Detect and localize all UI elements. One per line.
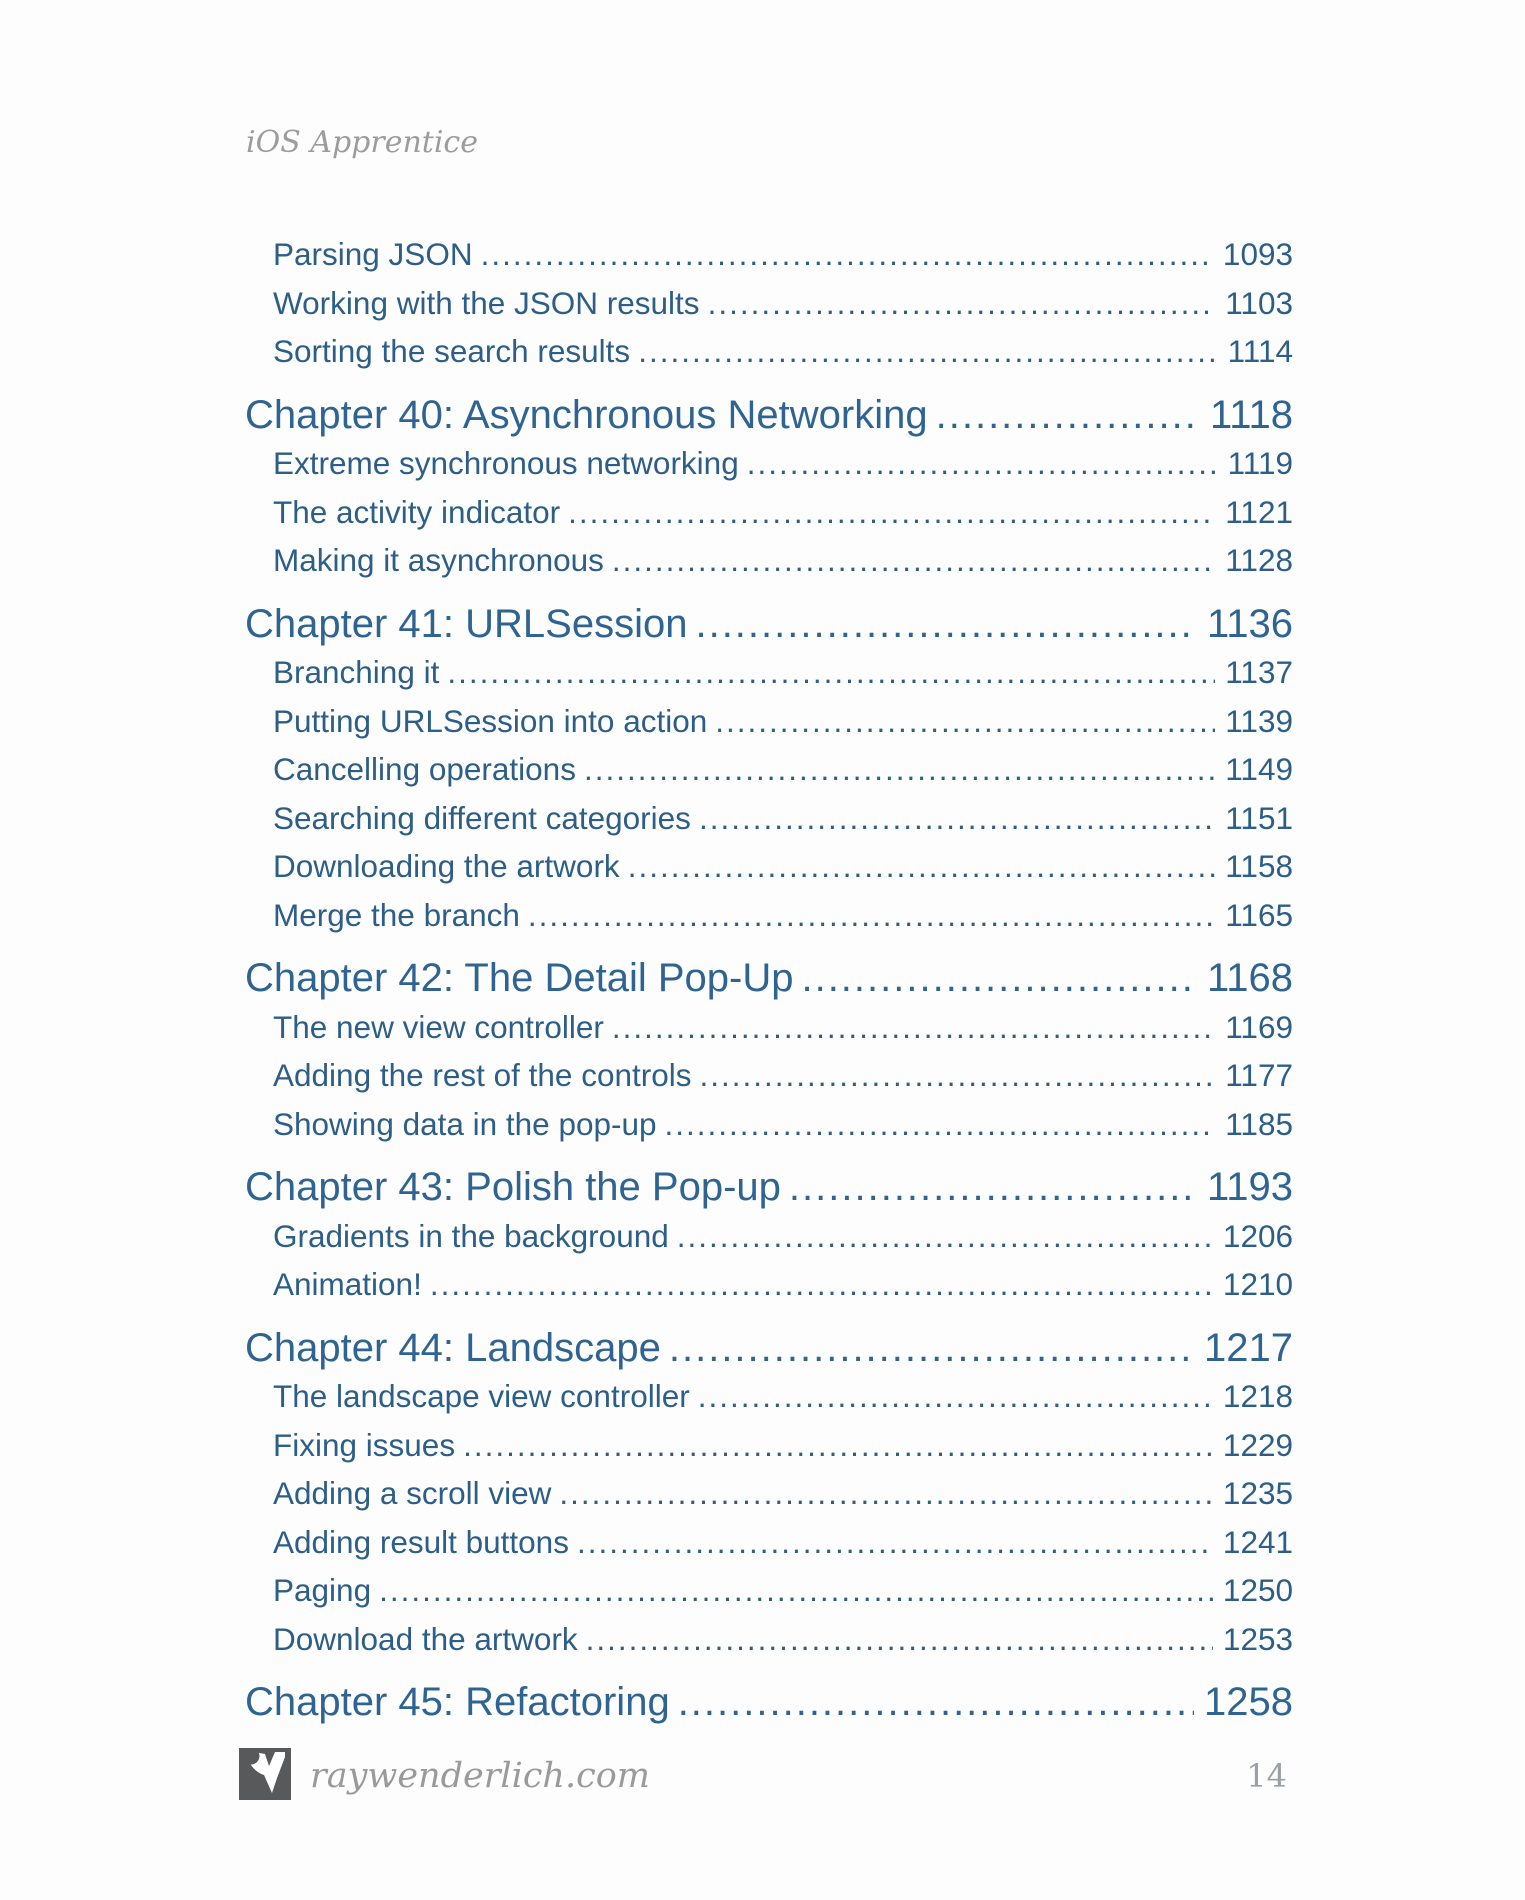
toc-entry-label: Animation! xyxy=(273,1266,422,1302)
dot-leader xyxy=(699,794,1215,843)
toc-entry-page-number: 1250 xyxy=(1222,1572,1293,1608)
book-title-running-header: iOS Apprentice xyxy=(246,125,478,160)
dot-leader xyxy=(612,1003,1215,1052)
toc-section-entry[interactable] xyxy=(245,1212,1293,1261)
dot-leader xyxy=(789,1163,1197,1212)
toc-entry-label: Adding a scroll view xyxy=(273,1475,552,1511)
toc-section-entry[interactable] xyxy=(245,1421,1293,1470)
dot-leader xyxy=(708,279,1216,328)
toc-entry-page-number: 1218 xyxy=(1222,1378,1293,1414)
toc-entry-page-number: 1139 xyxy=(1225,702,1293,739)
toc-entry-label: Downloading the artwork xyxy=(273,848,620,884)
toc-entry-label: Extreme synchronous networking xyxy=(273,445,739,481)
dot-leader xyxy=(528,891,1215,940)
toc-section-entry[interactable] xyxy=(245,648,1293,697)
toc-entry-page-number: 1093 xyxy=(1222,236,1293,272)
toc-section-entry[interactable] xyxy=(245,1003,1293,1052)
toc-entry-label: Chapter 44: Landscape xyxy=(245,1325,661,1370)
toc-section-entry[interactable] xyxy=(245,327,1293,376)
toc-entry-page-number: 1235 xyxy=(1222,1475,1293,1511)
toc-entry-label: Paging xyxy=(273,1572,372,1608)
toc-entry-label: Parsing JSON xyxy=(273,236,473,272)
toc-section-entry[interactable] xyxy=(245,536,1293,585)
dot-leader xyxy=(586,1615,1213,1664)
toc-entry-label: Fixing issues xyxy=(273,1426,456,1463)
toc-entry-label: Chapter 45: Refactoring xyxy=(245,1680,670,1724)
toc-section-entry[interactable] xyxy=(245,842,1293,891)
toc-entry-page-number: 1119 xyxy=(1227,445,1293,481)
toc-section-entry[interactable] xyxy=(245,230,1293,279)
toc-entry-page-number: 1241 xyxy=(1222,1523,1293,1560)
toc-entry-label: Adding result buttons xyxy=(273,1523,569,1560)
toc-section-entry[interactable] xyxy=(245,1100,1293,1149)
dot-leader xyxy=(665,1100,1216,1149)
toc-chapter-entry[interactable] xyxy=(245,1678,1293,1727)
footer-site-link[interactable]: raywenderlich.com xyxy=(310,1756,650,1796)
toc-entry-label: The new view controller xyxy=(273,1008,604,1045)
toc-chapter-entry[interactable] xyxy=(245,954,1293,1003)
dot-leader xyxy=(568,488,1215,537)
dot-leader xyxy=(481,230,1213,279)
toc-section-entry[interactable] xyxy=(245,1051,1293,1100)
toc-entry-label: Working with the JSON results xyxy=(273,284,700,321)
toc-entry-page-number: 1149 xyxy=(1225,751,1293,787)
toc-entry-page-number: 1158 xyxy=(1225,848,1293,884)
toc-section-entry[interactable] xyxy=(245,697,1293,746)
dot-leader xyxy=(612,536,1215,585)
dot-leader xyxy=(715,697,1215,746)
toc-section-entry[interactable] xyxy=(245,439,1293,488)
toc-entry-page-number: 1229 xyxy=(1222,1426,1293,1463)
toc-section-entry[interactable] xyxy=(245,794,1293,843)
toc-chapter-entry[interactable] xyxy=(245,391,1293,440)
toc-section-entry[interactable] xyxy=(245,1518,1293,1567)
toc-section-entry[interactable] xyxy=(245,1615,1293,1664)
toc-entry-label: Putting URLSession into action xyxy=(273,702,708,739)
toc-section-entry[interactable] xyxy=(245,488,1293,537)
toc-entry-label: Download the artwork xyxy=(273,1620,578,1657)
dot-leader xyxy=(577,1518,1213,1567)
page-number: 14 xyxy=(1246,1757,1287,1795)
toc-entry-label: Adding the rest of the controls xyxy=(273,1057,692,1093)
dot-leader xyxy=(584,745,1215,794)
dot-leader xyxy=(747,439,1218,488)
toc-section-entry[interactable] xyxy=(245,891,1293,940)
dot-leader xyxy=(447,648,1215,697)
dot-leader xyxy=(430,1260,1213,1309)
toc-entry-label: Branching it xyxy=(273,654,440,690)
toc-section-entry[interactable] xyxy=(245,1372,1293,1421)
dot-leader xyxy=(669,1324,1194,1373)
toc-entry-label: Chapter 42: The Detail Pop-Up xyxy=(245,956,794,1000)
dot-leader xyxy=(695,600,1197,649)
raywenderlich-logo-icon xyxy=(239,1748,291,1800)
toc-entry-label: Gradients in the background xyxy=(273,1217,669,1254)
toc-entry-label: Chapter 43: Polish the Pop-up xyxy=(245,1165,781,1209)
toc-entry-page-number: 1168 xyxy=(1206,956,1293,1000)
toc-section-entry[interactable] xyxy=(245,1260,1293,1309)
toc-section-entry[interactable] xyxy=(245,279,1293,328)
toc-entry-page-number: 1103 xyxy=(1225,284,1293,321)
dot-leader xyxy=(801,954,1197,1003)
toc-entry-page-number: 1137 xyxy=(1225,654,1293,690)
toc-chapter-entry[interactable] xyxy=(245,1163,1293,1212)
toc-entry-page-number: 1114 xyxy=(1227,333,1293,369)
toc-entry-page-number: 1177 xyxy=(1225,1057,1293,1093)
toc-entry-label: The landscape view controller xyxy=(273,1378,690,1414)
toc-entry-page-number: 1136 xyxy=(1206,601,1293,646)
toc-entry-label: Searching different categories xyxy=(273,799,691,836)
dot-leader xyxy=(677,1212,1213,1261)
dot-leader xyxy=(628,842,1216,891)
toc-entry-page-number: 1128 xyxy=(1225,542,1293,578)
toc-entry-label: Showing data in the pop-up xyxy=(273,1105,657,1142)
toc-entry-label: Making it asynchronous xyxy=(273,542,604,578)
toc-entry-page-number: 1210 xyxy=(1222,1266,1293,1302)
toc-entry-label: Cancelling operations xyxy=(273,751,576,787)
toc-entry-page-number: 1258 xyxy=(1204,1680,1293,1724)
toc-entry-label: Chapter 41: URLSession xyxy=(245,601,688,646)
dot-leader xyxy=(559,1469,1213,1518)
dot-leader xyxy=(700,1051,1216,1100)
toc-entry-page-number: 1151 xyxy=(1225,799,1293,836)
toc-entry-page-number: 1121 xyxy=(1225,493,1293,530)
dot-leader xyxy=(678,1678,1194,1727)
toc-entry-page-number: 1169 xyxy=(1225,1008,1293,1045)
dot-leader xyxy=(463,1421,1213,1470)
toc-entry-page-number: 1206 xyxy=(1222,1217,1293,1254)
toc-entry-label: The activity indicator xyxy=(273,493,561,530)
dot-leader xyxy=(936,391,1200,440)
toc-entry-page-number: 1217 xyxy=(1204,1325,1293,1370)
dot-leader xyxy=(698,1372,1213,1421)
toc-chapter-entry[interactable] xyxy=(245,600,1293,649)
toc-section-entry[interactable] xyxy=(245,1469,1293,1518)
toc-entry-label: Merge the branch xyxy=(273,896,520,933)
toc-entry-page-number: 1253 xyxy=(1222,1620,1293,1657)
toc-entry-page-number: 1165 xyxy=(1225,896,1293,933)
dot-leader xyxy=(638,327,1217,376)
toc-entry-page-number: 1118 xyxy=(1209,392,1293,437)
dot-leader xyxy=(379,1566,1213,1615)
toc-section-entry[interactable] xyxy=(245,745,1293,794)
toc-chapter-entry[interactable] xyxy=(245,1324,1293,1373)
table-of-contents xyxy=(245,230,1293,1727)
toc-entry-label: Sorting the search results xyxy=(273,333,631,369)
toc-entry-label: Chapter 40: Asynchronous Networking xyxy=(245,392,928,437)
toc-entry-page-number: 1193 xyxy=(1206,1165,1293,1209)
toc-section-entry[interactable] xyxy=(245,1566,1293,1615)
toc-entry-page-number: 1185 xyxy=(1225,1105,1293,1142)
